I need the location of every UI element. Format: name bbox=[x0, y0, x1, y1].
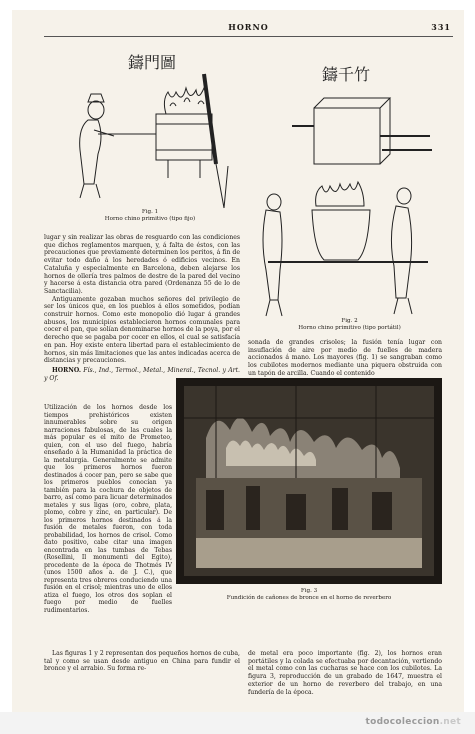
text-column-left-bottom bbox=[44, 650, 240, 673]
paragraph-figures-description: Las figuras 1 y 2 representan dos pequeños hornos de cuba, tal y como se usan desde antiguo en China para fundir el bronce y el arrabio. Su forma re- bbox=[44, 650, 240, 673]
figure-1-number: Fig. 1 bbox=[141, 209, 159, 215]
text-column-right-upper bbox=[248, 339, 442, 378]
figure-2-caption-text: Horno chino primitivo (tipo portátil) bbox=[298, 324, 401, 331]
figure-1-calligraphy: 鑄門圖 bbox=[128, 53, 177, 72]
figure-3-caption bbox=[176, 588, 442, 602]
watermark-brand-suffix: .net bbox=[439, 717, 461, 727]
watermark-bar bbox=[0, 712, 475, 734]
figure-1-caption bbox=[60, 209, 240, 223]
paragraph-privileges: Antiguamente gozaban muchos señores del privilegio de ser los únicos que, en los pueblos á ellos sometidos, podían construir hornos. Como este monopolio dió lugar á grandes abusos, los municipios establecieron hornos comunales para cocer el pan, que solían denominarse hornos de la poya, por el derecho que se pagaba por cocer en ellos, el cual se satisfacía en pan. Hoy existe entera libertad para el establecimiento de hornos, sin más limitaciones que las antes indicadas acerca de distancias y precauciones. bbox=[44, 295, 240, 365]
running-title: HORNO bbox=[228, 22, 269, 32]
entry-heading: HORNO. bbox=[52, 366, 81, 374]
figure-3-illustration bbox=[176, 378, 442, 584]
page-number: 331 bbox=[431, 22, 451, 32]
text-column-left-narrow bbox=[44, 404, 172, 614]
figure-2-caption bbox=[252, 318, 447, 332]
figure-3-caption-text: Fundición de cañones de bronce en el horno de reverbero bbox=[226, 594, 392, 601]
watermark-logo bbox=[365, 717, 461, 727]
paragraph-portable-furnaces: de metal era poco importante (fig. 2), los hornos eran portátiles y la colada se efectuaba por decantación, vertiendo el metal como con las cucharas se hace con los cubilotes. La figura 3, reproducción de un grabado de 1647, muestra el exterior de un horno de reverbero del trabajo, en una fundería de la época. bbox=[248, 650, 442, 696]
paragraph-history: Utilización de los hornos desde los tiempos prehistóricos existen innumerables sobre su origen narraciones fabulosas, de las cuales la más popular es el mito de Prometeo, quien, con el uso del fuego, habría enseñado á la Humanidad la práctica de la metalurgia. Generalmente se admite que los primeros hornos fueron destinados á cocer pan, pero se sabe que los primeros pueblos conocían ya también para la cochura de objetos de barro, así como para licuar determinados metales y sus ligas (oro, cobre, plata, plomo, cobre y zinc, en particular). De los primeros hornos destinados á la fusión de metales fueron, con toda probabilidad, los hornos de crisol. Como dato positivo, cabe citar una imagen encontrada en las tumbas de Tebas (Rosellini, Il monumenti del Egito), procedente de la época de Thotmés IV (unos 1500 años a. de J. C.), que representa tres obreros conduciendo una fusión en el crisol; mientras uno de ellos atiza el fuego, los otros dos soplan el fuego por medio de fuelles rudimentarios. bbox=[44, 404, 172, 614]
watermark-brand-main: todocoleccion bbox=[365, 717, 440, 727]
figure-1-illustration bbox=[58, 44, 248, 214]
figure-2-calligraphy: 鑄千竹 bbox=[322, 65, 371, 84]
text-column-left-upper bbox=[44, 234, 240, 382]
figure-2-number: Fig. 2 bbox=[341, 318, 358, 324]
page-header bbox=[46, 22, 451, 34]
entry-tags: Fís., Ind., Termol., Metal., Mineral., Tecnol. y Art. y Of. bbox=[44, 366, 240, 382]
figure-1-caption-text: Horno chino primitivo (tipo fijo) bbox=[104, 215, 196, 222]
header-rule bbox=[44, 36, 453, 37]
text-column-right-bottom bbox=[248, 650, 442, 696]
figure-2-illustration bbox=[252, 50, 442, 325]
paragraph-regulations: lugar y sin realizar las obras de resguardo con las condiciones que dichos reglamentos marquen, y, á falta de éstos, con las precauciones que previamente determinen los peritos, á fin de evitar todo daño á los heredades ó edificios vecinos. En Cataluña y especialmente en Barcelona, deben alejarse los hornos de ollería tres palmos de destre de la pared del vecino y hacerse á esta distancia otra pared (Ordenanza 55 de lo de Sanctacilia). bbox=[44, 234, 240, 295]
paragraph-crucibles: sonada de grandes crisoles; la fusión tenía lugar con insuflación de aire por medio de fuelles de madera accionados á mano. Los mayores (fig. 1) se sangraban como los cubilotes modernos mediante una piquera obstruida con un tapón de arcilla. Cuando el contenido bbox=[248, 339, 442, 377]
figure-3-number: Fig. 3 bbox=[300, 588, 318, 594]
